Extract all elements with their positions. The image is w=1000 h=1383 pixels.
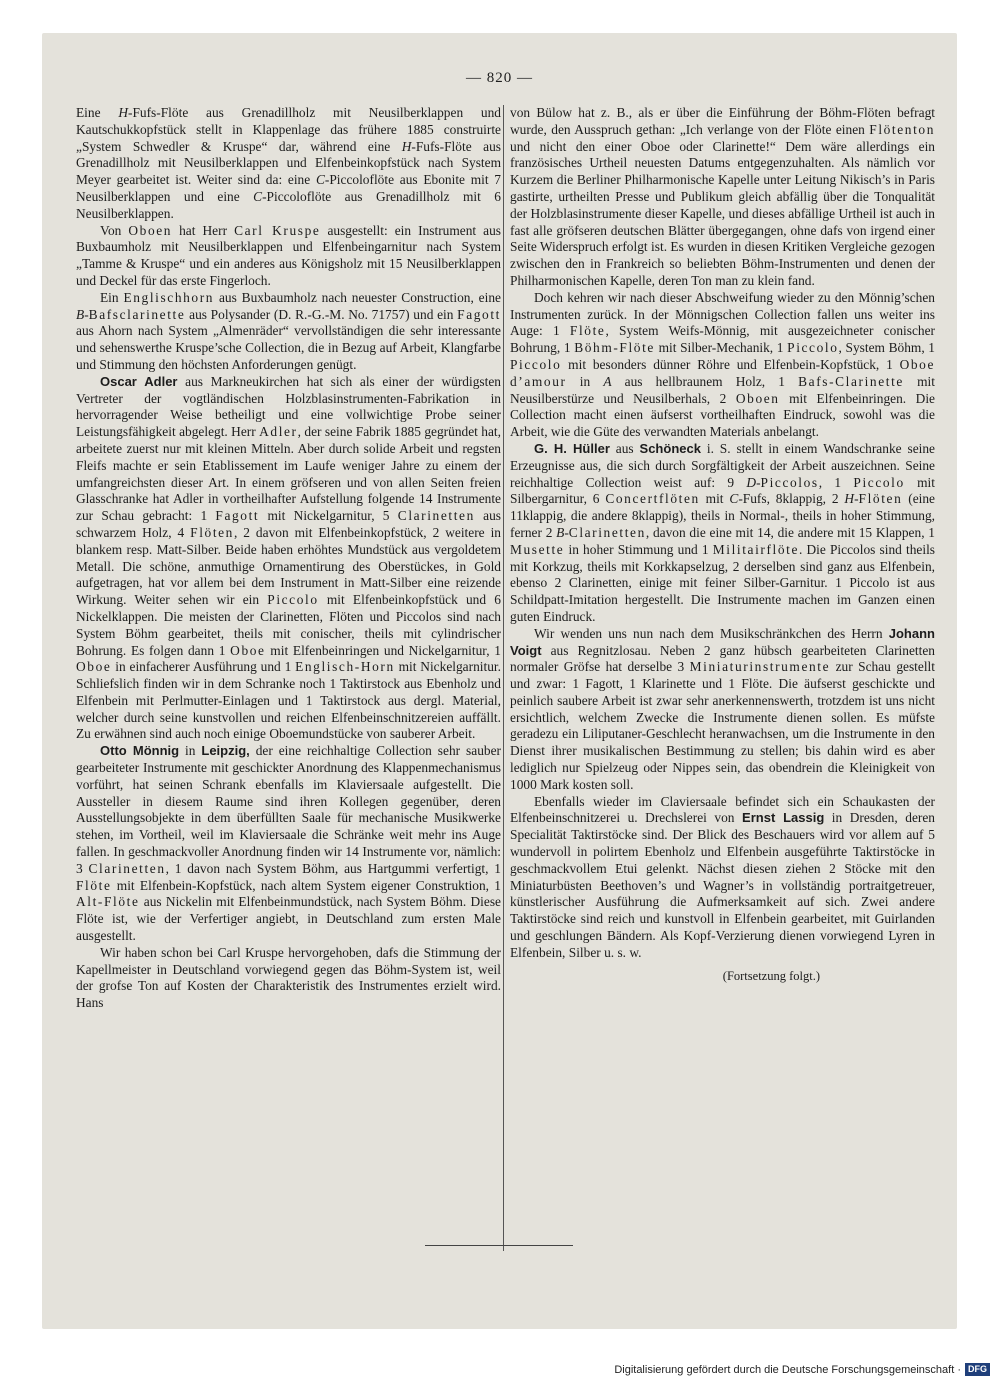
- spaced-term: Clarinetten: [397, 508, 475, 524]
- column-divider: [503, 105, 504, 1251]
- text-run: Wir haben schon bei Carl Kruspe hervorgehoben, dafs die Stimmung der Kapellmeister in Deutschland vorwiegend gegen das Böhm-System ist, weil der grofse Ton auf Kosten der Charakteristik des Instrumentes erzielt wird. Hans: [76, 944, 501, 1011]
- spaced-term: Oboen: [128, 222, 173, 238]
- paragraph: [510, 290, 935, 441]
- spaced-term: Piccolo: [853, 474, 905, 490]
- text-run: Ebenfalls wieder im Claviersaale befindet sich ein Schaukasten der Elfenbeinschnitzerei u. Drechslerei von: [510, 793, 935, 826]
- text-run: -: [854, 491, 859, 507]
- right-column: [510, 105, 935, 984]
- text-run: mit Elfenbein-Kopfstück, nach altem System eigener Construktion, 1: [111, 877, 501, 893]
- paragraph: [76, 290, 501, 374]
- text-run: -: [84, 306, 89, 322]
- italic-letter: D: [746, 474, 757, 490]
- text-run: -Fufs-Flöte aus Grenadillholz mit Neusilberklappen und Elfenbeinkopfstück nach System Meyer gearbeitet ist. Weiter sind da: eine: [76, 138, 501, 188]
- spaced-term: Bafs-Clarinette: [798, 373, 904, 389]
- paragraph: [76, 105, 501, 223]
- text-run: Von: [100, 222, 129, 238]
- spaced-term: Flöte: [569, 323, 606, 339]
- spaced-term: Concertflöten: [605, 491, 700, 507]
- end-rule: [425, 1245, 573, 1246]
- text-run: mit besonders dünner Röhre und Elfenbein-Kopfstück, 1: [561, 356, 900, 372]
- text-run: zur Schau gestellt und zwar: 1 Fagott, 1 Klarinette und 1 Flöte. Die äufserst geschickte und peinlich saubere Arbeit ist zwar sehr anerkennenswerth, trotzdem ist uns nicht ersichtlich, welchem Zwecke die Instrumente dienen sollen. Es müfste geradezu ein Liliputaner-Geschlecht heranwachsen, um die Instrumente in den Dienst ihrer musikalischen Bestimmung zu stellen; bis dahin wird es aber lediglich nur Spielzeug oder Nippes sein, das obendrein die Kleinigkeit von 1000 Mark kosten soll.: [510, 659, 935, 792]
- spaced-term: Piccolos: [760, 474, 819, 490]
- page-number: — 820 —: [466, 70, 533, 86]
- text-run: , System Weifs-Mönnig, mit ausgezeichneter conischer Bohrung, 1: [510, 323, 935, 356]
- paragraph: [510, 794, 935, 962]
- text-run: , 2 davon mit Elfenbeinkopfstück, 2 weitere in blankem resp. Matt-Silber. Beide haben erhöhtes Mundstück aus vergoldetem Metall. Die schöne, anmuthige Ornamentirung des Oberstückes, in Gold aufgetragen, hat vor allem bei dem Instrument in Matt-Silber eine reizende Wirkung. Weiter sehen wir ein: [76, 524, 501, 608]
- paragraph: [510, 626, 935, 794]
- text-run: aus Markneukirchen hat sich als einer der würdigsten Vertreter der vogtländischen Holzblasinstrumenten-Fabrikation in hervorragender Weise betheiligt und eine vollwichtige Probe seiner Leistungsfähigkeit abgelegt. Herr: [76, 373, 501, 440]
- spaced-term: Bafsclarinette: [88, 306, 186, 322]
- funding-credit-text: Digitalisierung gefördert durch die Deutsche Forschungsgemeinschaft ·: [614, 1363, 961, 1376]
- text-run: in einfacherer Ausführung und 1: [111, 659, 296, 675]
- paragraph: [76, 743, 501, 945]
- text-run: , System Böhm, 1: [838, 340, 936, 356]
- paragraph: [76, 223, 501, 290]
- text-run: mit Nickelgarnitur. Schliefslich finden wir in dem Schranke noch 1 Taktirstock aus Ebenholz und Elfenbein mit Perlmutter-Einlagen und 1 Taktirstock aus dergl. Material, welcher durch seine kunstvollen und reichen Elfenbeinschnitzereien auffällt. Zu erwähnen sind auch noch einige Oboemundstücke von sauberer Arbeit.: [76, 659, 501, 742]
- spaced-term: Miniaturinstrumente: [689, 659, 831, 675]
- spaced-term: Flöte: [76, 877, 112, 893]
- text-run: aus Buxbaumholz nach neuester Construction, eine: [214, 289, 501, 305]
- text-run: , 1: [818, 474, 854, 490]
- text-run: , der seine Fabrik 1885 gegründet hat, arbeitete zuerst nur mit kleinen Mitteln. Aber durch solide Arbeit und regsten Fleifs machte er sein Etablissement im Laufe weniger Jahre zu einem der umfangreichsten dieser Art. In einem gröfseren und von allen Seiten freien Glasschranke hat Adler in vortheilhafter Aufstellung folgende 14 Instrumente zur Schau gebracht: 1: [76, 424, 501, 524]
- spaced-term: Böhm-Flöte: [574, 340, 655, 356]
- paragraph: [510, 441, 935, 626]
- text-run: -Fufs, 8klappig, 2: [738, 491, 845, 507]
- spaced-term: Oboe d’amour: [510, 356, 935, 389]
- spaced-term: Oboen: [735, 390, 780, 406]
- spaced-term: Englischhorn: [123, 289, 215, 305]
- spaced-term: Clarinetten: [568, 524, 646, 540]
- continuation-note: (Fortsetzung folgt.): [722, 968, 820, 983]
- paragraph: [510, 105, 935, 290]
- text-run: mit: [699, 491, 730, 507]
- text-run: aus hellbraunem Holz, 1: [611, 373, 799, 389]
- text-run: (eine 11klappig, die andere 8klappig), theils in Normal-, theils in hoher Stimmung, ferner 2: [510, 491, 935, 540]
- italic-letter: H: [118, 105, 128, 120]
- emphasized-name: Leipzig,: [201, 743, 250, 759]
- italic-letter: B: [556, 524, 565, 540]
- spaced-term: Alt-Flöte: [76, 894, 140, 910]
- spaced-term: Clarinetten: [88, 860, 166, 876]
- text-run: aus schwarzem Holz, 4: [76, 508, 501, 540]
- spaced-term: Englisch-Horn: [295, 659, 395, 675]
- text-run: in hoher Stimmung und 1: [564, 541, 713, 557]
- scanned-page: [42, 33, 957, 1329]
- text-run: mit Neusilberstürze und Neusilberhals, 2: [510, 373, 935, 406]
- emphasized-name: Ernst Lassig: [742, 810, 825, 826]
- spaced-term: Oboe: [76, 659, 112, 675]
- emphasized-name: Otto Mönnig: [100, 743, 180, 759]
- text-run: aus Ahorn nach System „Almenräder“ vervollständigen die sehr interessante und sehenswerthe Kruspe’sche Collection, die in Bezug auf Arbeit, Klangfarbe und Stimmung den höchsten Anforderungen genügt.: [76, 323, 501, 372]
- text-run: von Bülow hat z. B., als er über die Einführung der Böhm-Flöten befragt wurde, den Ausspruch gethan: „Ich verlange von der Flöte einen: [510, 105, 935, 137]
- text-run: -: [756, 474, 761, 490]
- text-run: mit Silbergarnitur, 6: [510, 474, 935, 507]
- spaced-term: Oboe: [230, 642, 266, 658]
- spaced-term: Flötenton: [869, 121, 935, 137]
- italic-letter: C: [253, 188, 263, 204]
- text-run: Ein: [100, 289, 124, 305]
- spaced-term: Piccolo: [267, 592, 319, 608]
- spaced-term: Piccolo: [787, 340, 839, 356]
- text-run: und nicht den einer Oboe oder Clarinette!“ Dem wäre allerdings ein französisches Urtheil neuesten Datums entgegenzuhalten. Als nämlich vor Kurzem die Berliner Philharmonische Kapelle unter Leitung Nikisch’s in Paris gastirte, urtheilten Presse und Publikum gleich abfällig über die Tonqualität der Holzblasinstrumente dieser Kapelle, und dieses abfällige Urtheil ist auch in fast alle gröfseren deutschen Blätter übergegangen, ohne dafs von irgend einer Seite Widerspruch erfolgt ist. Es wurden in diesen Kritiken Vergleiche gezogen zwischen den in Frankreich so beliebten Böhm-Instrumenten und denen der Philharmonischen Kapelle, deren Ton man zu klein fand.: [510, 138, 935, 288]
- text-run: hat Herr: [172, 222, 235, 238]
- spaced-term: Fagott: [457, 306, 501, 322]
- text-run: mit Elfenbeinringen. Die Collection macht einen äufserst vortheilhaften Eindruck, sowohl was die Arbeit, wie die Güte des verwandten Materials anbelangt.: [510, 390, 935, 440]
- italic-letter: B: [76, 306, 85, 322]
- emphasized-name: Johann Voigt: [510, 625, 935, 658]
- text-run: aus: [609, 440, 640, 456]
- italic-letter: C: [729, 491, 739, 507]
- text-run: Eine: [76, 105, 119, 120]
- left-column: [76, 105, 501, 1012]
- text-run: aus Polysander (D. R.-G.-M. No. 71757) und ein: [185, 306, 458, 322]
- text-run: i. S. stellt in einem Wandschranke seine Erzeugnisse aus, die sich durch Sorgfältigkeit der Arbeit auszeichnen. Seine reichhaltige Collection weist auf: 9: [510, 440, 935, 490]
- text-run: mit Elfenbeinkopfstück und 6 Nickelklappen. Die meisten der Clarinetten, Flöten und Piccolos sind nach System Böhm gearbeitet, theils mit conischer, theils mit cylindrischer Bohrung. Es folgen dann 1: [76, 592, 501, 658]
- dfg-logo: DFG: [965, 1363, 990, 1376]
- italic-letter: H: [401, 138, 412, 154]
- emphasized-name: Oscar Adler: [100, 373, 178, 389]
- funding-credit: [614, 1363, 990, 1376]
- text-run: , 1 davon nach System Böhm, aus Hartgummi verfertigt, 1: [165, 860, 501, 876]
- spaced-term: Fagott: [215, 508, 260, 524]
- emphasized-name: G. H. Hüller: [534, 440, 610, 456]
- text-run: der eine reichhaltige Collection sehr sauber gearbeiteter Instrumente mit geschickter Anordnung des Klappenmechanismus vorführt, hat seinen Schrank ebenfalls im Klaviersaale aufgestellt. Die Aussteller in diesem Raume sind ihren Kollegen gegenüber, deren Ausstellungsobjekte in dem überfüllten Saale für mechanische Musikwerke stehen, im Vortheil, weil im Klaviersaale die Schränke weit mehr ins Auge fallen. In geschmackvoller Anordnung finden wir 14 Instrumente vor, nämlich: 3: [76, 743, 501, 876]
- paragraph: [76, 374, 501, 744]
- emphasized-name: Schöneck: [639, 440, 701, 456]
- spaced-term: Musette: [510, 541, 565, 557]
- spaced-term: Flöten: [858, 491, 903, 507]
- text-run: -Piccoloflöte aus Grenadillholz mit 6 Neusilberklappen.: [76, 188, 501, 221]
- text-run: aus Nickelin mit Elfenbeinmundstück, nach System Böhm. Diese Flöte ist, wie der Verfertiger angiebt, in Deutschland zum ersten Male ausgestellt.: [76, 894, 501, 944]
- italic-letter: C: [315, 172, 325, 188]
- text-run: -Fufs-Flöte aus Grenadillholz mit Neusilberklappen und Kautschukkopfstück stellt in Klappenlage das frühere 1885 construirte „System Schwedler & Kruspe“ dar, während eine: [76, 105, 502, 154]
- spaced-term: Carl Kruspe: [234, 222, 321, 238]
- text-run: mit Nickelgarnitur, 5: [259, 508, 398, 524]
- text-run: mit Elfenbeinringen und Nickelgarnitur, 1: [265, 642, 501, 658]
- italic-letter: H: [844, 491, 855, 507]
- spaced-term: Flöten: [190, 524, 234, 540]
- spaced-term: Piccolo: [510, 356, 562, 372]
- text-run: in Dresden, deren Specialität Taktirstöcke sind. Der Blick des Beschauers wird vor allem auf 5 wundervoll in polirtem Ebenholz und Elfenbein ausgeführte Taktirstöcke in geschmackvollem Etui gelenkt. Nächst diesen ziehen 2 Stöcke mit den Miniaturbüsten Beethoven’s und Wagner’s in vollständig portraitgetreuer, künstlerischer Ausführung die Aufmerksamkeit auf sich. Zwei andere Taktirstöcke sind reich und kunstvoll in Elfenbein gearbeitet, mit Guirlanden und geschlungen Bändern. Als Kopf-Verzierung dienen vorwiegend Lyren in Elfenbein, Silber u. s. w.: [510, 810, 935, 960]
- spaced-term: Adler: [259, 424, 298, 440]
- text-run: , davon die eine mit 14, die andere mit 15 Klappen, 1: [645, 524, 935, 540]
- text-run: mit Silber-Mechanik, 1: [654, 340, 788, 356]
- text-run: . Die Piccolos sind theils mit Korkzug, theils mit Korkkapselzug, 2 derselben sind ganz aus Elfenbein, ebenso 2 Clarinetten, einige mit feiner Silber-Garnitur. 1 Piccolo ist aus Schildpatt-Imitation hergestellt. Die Instrumente machen im Ganzen einen guten Eindruck.: [510, 541, 935, 624]
- text-run: ausgestellt: ein Instrument aus Buxbaumholz mit Neusilberklappen und Elfenbeingarnitur nach System „Tamme & Kruspe“ und ein anderes aus Königsholz mit 15 Neusilberklappen und Deckel für das erste Fingerloch.: [76, 222, 501, 288]
- spaced-term: Militairflöte: [712, 541, 799, 557]
- text-run: aus Regnitzlosau. Neben 2 ganz hübsch gearbeiteten Clarinetten normaler Gröfse hat derselbe 3: [510, 642, 935, 675]
- text-run: in: [179, 743, 202, 759]
- text-run: in: [566, 373, 604, 389]
- text-run: -: [564, 524, 569, 540]
- paragraph: [76, 945, 501, 1012]
- text-run: Doch kehren wir nach dieser Abschweifung wieder zu den Mönnig’schen Instrumenten zurück. In der Mönnigschen Collection fallen uns weiter ins Auge: 1: [510, 289, 935, 339]
- italic-letter: A: [603, 373, 612, 389]
- text-run: Wir wenden uns nun nach dem Musikschränkchen des Herrn: [534, 625, 889, 641]
- text-run: -Piccoloflöte aus Ebonite mit 7 Neusilberklappen und eine: [76, 172, 502, 204]
